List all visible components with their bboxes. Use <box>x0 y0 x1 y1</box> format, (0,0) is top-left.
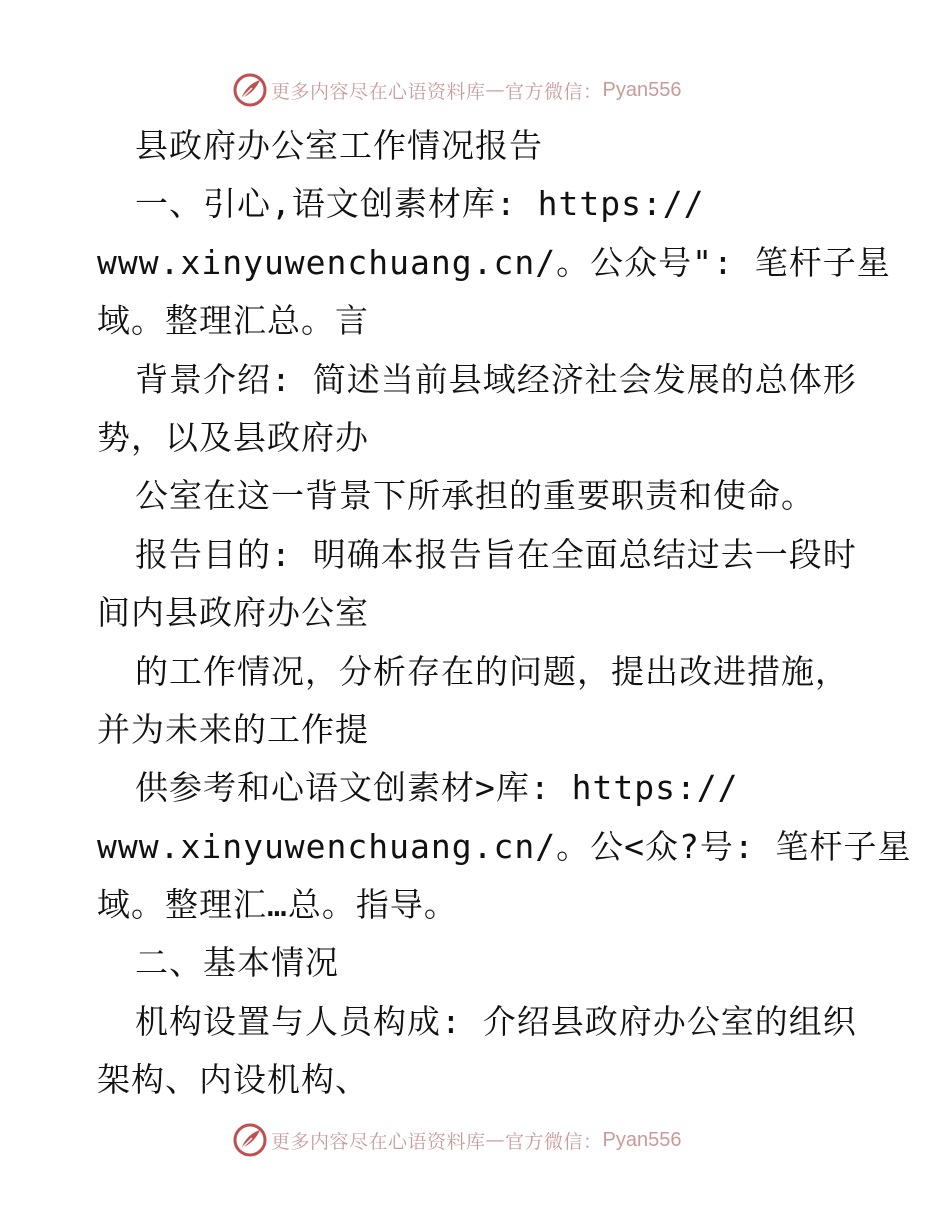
header-watermark <box>0 68 950 112</box>
text-line: 域。整理汇…总。指导。 <box>97 885 458 925</box>
footer-watermark <box>0 1118 950 1162</box>
feather-pen-logo-icon <box>233 1123 267 1157</box>
document-body <box>97 117 912 1110</box>
text-line: 域。整理汇总。言 <box>97 301 369 341</box>
watermark-wechat-label: 官方微信： <box>505 80 603 103</box>
text-line: 一、引心,语文创素材库: https:// <box>135 184 705 224</box>
watermark-wechat-label: 官方微信： <box>505 1130 603 1153</box>
text-line: 供参考和心语文创素材>库: https:// <box>135 768 739 808</box>
text-line: 公室在这一背景下所承担的重要职责和使命。 <box>135 476 815 516</box>
document-title: 县政府办公室工作情况报告 <box>135 126 543 165</box>
watermark-wechat-id: Pyan556 <box>602 1128 682 1151</box>
text-line: www.xinyuwenchuang.cn/。公众号": 笔杆子星 <box>97 242 891 282</box>
text-line: 间内县政府办公室 <box>97 593 369 633</box>
watermark-wechat-id: Pyan556 <box>602 78 682 101</box>
feather-pen-logo-icon <box>233 73 267 107</box>
text-line: 机构设置与人员构成: 介绍县政府办公室的组织 <box>135 1001 857 1041</box>
watermark-text: 更多内容尽在心语资料库 <box>271 1130 486 1153</box>
text-line: 势，以及县政府办 <box>97 417 369 457</box>
text-line: 的工作情况，分析存在的问题，提出改进措施， <box>135 651 849 691</box>
text-line: 背景介绍: 简述当前县域经济社会发展的总体形 <box>135 359 857 399</box>
text-line: 报告目的: 明确本报告旨在全面总结过去一段时 <box>135 534 857 574</box>
watermark-dash: — <box>485 79 506 101</box>
section-heading: 二、基本情况 <box>135 943 339 983</box>
text-line: 架构、内设机构、 <box>97 1060 369 1100</box>
watermark-dash: — <box>485 1129 506 1151</box>
text-line: www.xinyuwenchuang.cn/。公<众?号: 笔杆子星 <box>97 826 912 866</box>
text-line: 并为未来的工作提 <box>97 709 369 749</box>
watermark-text: 更多内容尽在心语资料库 <box>271 80 486 103</box>
